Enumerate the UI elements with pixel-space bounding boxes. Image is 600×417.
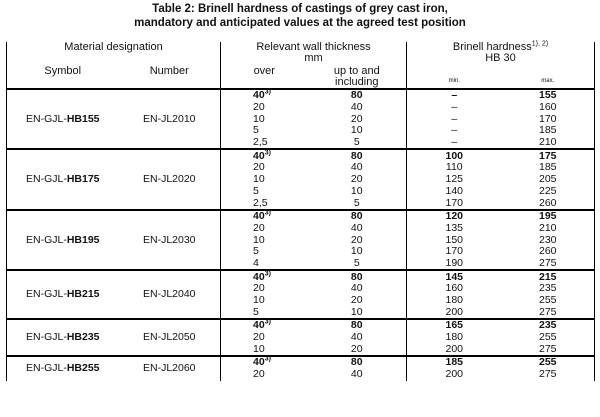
upto-header [308,66,407,89]
wall-upto: 40 [308,332,407,344]
table-row [7,356,595,369]
number-header: Number [119,66,221,89]
wall-upto: 80 [308,319,407,332]
wall-over-value: 40 [253,319,265,332]
wall-upto: 20 [308,174,407,186]
hardness-min: 165 [407,319,502,332]
wall-over [221,102,308,114]
wall-over-value: 5 [253,184,259,197]
wall-over [221,174,308,186]
caption-line-2: mandatory and anticipated values at the agreed test position [134,17,466,29]
symbol-grade: HB195 [66,233,100,246]
hardness-min: 125 [445,173,464,186]
hardness-max: 275 [502,306,595,319]
wall-over [221,125,308,137]
hardness-max: 255 [502,332,595,344]
table-row [7,319,595,332]
wall-over-value: 20 [253,161,265,174]
hardness-max: 225 [502,186,595,198]
hardness-min: 100 [407,149,502,162]
table-caption [0,2,600,30]
wall-over-value: 10 [253,294,265,307]
hardness-min: 170 [445,196,464,209]
wall-over-value: 5 [253,245,259,258]
hardness-max: 175 [502,149,595,162]
wall-upto: 10 [308,246,407,258]
wall-upto: 20 [308,295,407,307]
wall-over [221,113,308,125]
wall-over-value: 5 [253,124,259,137]
wall-over [221,186,308,198]
symbol-grade: HB235 [66,331,100,344]
wall-upto: 40 [308,102,407,114]
hardness-min: 150 [445,233,464,246]
wall-upto: 20 [308,113,407,125]
hardness-max: 235 [502,319,595,332]
wall-thickness-header [221,42,407,66]
hardness-max: 195 [502,210,595,223]
symbol-prefix: EN-GJL- [25,331,67,344]
symbol-prefix: EN-GJL- [25,233,67,246]
symbol-grade: HB175 [66,173,100,186]
wall-over [221,234,308,246]
material-symbol [7,149,119,209]
wall-upto: 80 [308,89,407,102]
wall-upto: 40 [308,283,407,295]
material-symbol [7,89,119,149]
wall-over [221,332,308,344]
hardness-min: 145 [407,270,502,283]
wall-over-value: 40 [253,149,265,162]
wall-over-value: 5 [253,305,259,318]
wall-over-value: 20 [253,101,265,114]
wall-over [221,369,308,381]
wall-thickness-unit: mm [304,52,323,64]
max-header: max. [502,66,595,89]
hardness-min: 120 [407,210,502,223]
hardness-max: 235 [502,283,595,295]
wall-upto: 40 [308,223,407,235]
wall-upto: 10 [308,125,407,137]
wall-over-value: 20 [253,331,265,344]
material-designation-header: Material designation [7,42,221,66]
symbol-header: Symbol [7,66,119,89]
wall-over [221,246,308,258]
wall-upto: 5 [308,258,407,271]
wall-over-value: 10 [253,173,265,186]
material-number: EN-JL2030 [119,210,221,270]
hardness-max: 275 [502,343,595,356]
hardness-min: – [407,89,502,102]
wall-over-value: 20 [253,282,265,295]
hardness-max: 255 [502,356,595,369]
brinell-footnote-marks: 1), 2) [531,40,549,48]
wall-over [221,89,308,102]
wall-over-value: 40 [253,89,265,102]
hardness-min: 200 [445,368,464,381]
hardness-min: – [451,101,458,114]
material-symbol [7,210,119,270]
footnote-mark: 3) [264,270,271,278]
hardness-min: 110 [445,161,463,174]
symbol-prefix: EN-GJL- [25,173,67,186]
wall-upto: 80 [308,149,407,162]
hardness-min: 135 [445,221,464,234]
wall-over-value: 2,5 [253,136,268,149]
hardness-max: 230 [502,234,595,246]
hardness-max: 160 [502,102,595,114]
hardness-max: 260 [502,197,595,210]
hardness-min: 160 [445,282,464,295]
material-number: EN-JL2050 [119,319,221,356]
hardness-max: 205 [502,174,595,186]
hardness-min: 140 [445,184,464,197]
table-row [7,149,595,162]
hardness-max: 185 [502,125,595,137]
table-row [7,210,595,223]
material-symbol [7,270,119,319]
table-row [7,270,595,283]
hardness-min: – [451,136,458,149]
hardness-max: 155 [502,89,595,102]
wall-over-value: 40 [253,210,265,223]
wall-over-value: 40 [253,356,265,369]
wall-over-value: 10 [253,342,265,355]
symbol-grade: HB215 [66,288,100,301]
wall-upto: 80 [308,270,407,283]
material-symbol [7,356,119,380]
hardness-max: 185 [502,162,595,174]
hardness-min: 180 [445,331,464,344]
wall-over [221,356,308,369]
hardness-max: 210 [502,223,595,235]
wall-over [221,283,308,295]
material-number: EN-JL2060 [119,356,221,380]
wall-over [221,162,308,174]
wall-over-value: 10 [253,112,265,125]
brinell-hardness-table [6,42,595,381]
wall-upto: 40 [308,162,407,174]
hardness-min: – [451,124,458,137]
wall-over [221,258,308,271]
wall-upto: 10 [308,306,407,319]
hardness-max: 170 [502,113,595,125]
wall-upto: 80 [308,356,407,369]
upto-line-1: up to and [333,65,380,77]
wall-over-value: 20 [253,221,265,234]
hardness-min: 180 [445,294,464,307]
wall-over [221,295,308,307]
wall-upto: 80 [308,210,407,223]
wall-over-value: 4 [253,256,259,269]
wall-over [221,343,308,356]
wall-over [221,223,308,235]
table-row [7,89,595,102]
brinell-hardness-label: Brinell hardness [452,41,532,53]
wall-thickness-label: Relevant wall thickness [256,41,371,53]
footnote-mark: 3) [264,149,271,157]
material-number: EN-JL2020 [119,149,221,209]
over-header: over [253,65,275,77]
wall-over [221,149,308,162]
hardness-max: 210 [502,137,595,150]
wall-upto: 40 [308,369,407,381]
wall-upto: 5 [308,137,407,150]
symbol-grade: HB155 [66,112,100,125]
wall-over [221,306,308,319]
wall-over [221,270,308,283]
symbol-prefix: EN-GJL- [25,288,67,301]
wall-over-value: 10 [253,233,265,246]
hb30-label: HB 30 [485,52,516,64]
hardness-max: 215 [502,270,595,283]
hardness-min: 185 [407,356,502,369]
caption-line-1: Table 2: Brinell hardness of castings of grey cast iron, [152,3,448,15]
wall-upto: 10 [308,186,407,198]
footnote-mark: 3) [264,209,271,217]
table-body [7,89,595,381]
hardness-max: 255 [502,295,595,307]
min-header: min. [448,78,460,84]
hardness-max: 260 [502,246,595,258]
wall-upto: 20 [308,234,407,246]
wall-over [221,197,308,210]
symbol-prefix: EN-GJL- [25,112,67,125]
material-number: EN-JL2040 [119,270,221,319]
hardness-min: – [451,112,458,125]
hardness-min: 170 [445,245,464,258]
material-symbol [7,319,119,356]
symbol-grade: HB255 [66,362,100,375]
hardness-min: 200 [445,342,464,355]
wall-over-value: 20 [253,368,265,381]
wall-upto: 20 [308,343,407,356]
footnote-mark: 3) [264,355,271,363]
upto-line-2: including [335,76,379,88]
material-number: EN-JL2010 [119,89,221,149]
footnote-mark: 3) [264,318,271,326]
hardness-max: 275 [502,369,595,381]
symbol-prefix: EN-GJL- [25,362,67,375]
hardness-min: 190 [445,256,464,269]
wall-over [221,210,308,223]
wall-over [221,319,308,332]
hardness-max: 275 [502,258,595,271]
wall-over-value: 2,5 [253,196,268,209]
wall-upto: 5 [308,197,407,210]
footnote-mark: 3) [264,88,271,96]
wall-over-value: 40 [253,270,265,283]
wall-over [221,137,308,150]
brinell-hardness-header [407,42,595,66]
hardness-min: 200 [445,305,464,318]
